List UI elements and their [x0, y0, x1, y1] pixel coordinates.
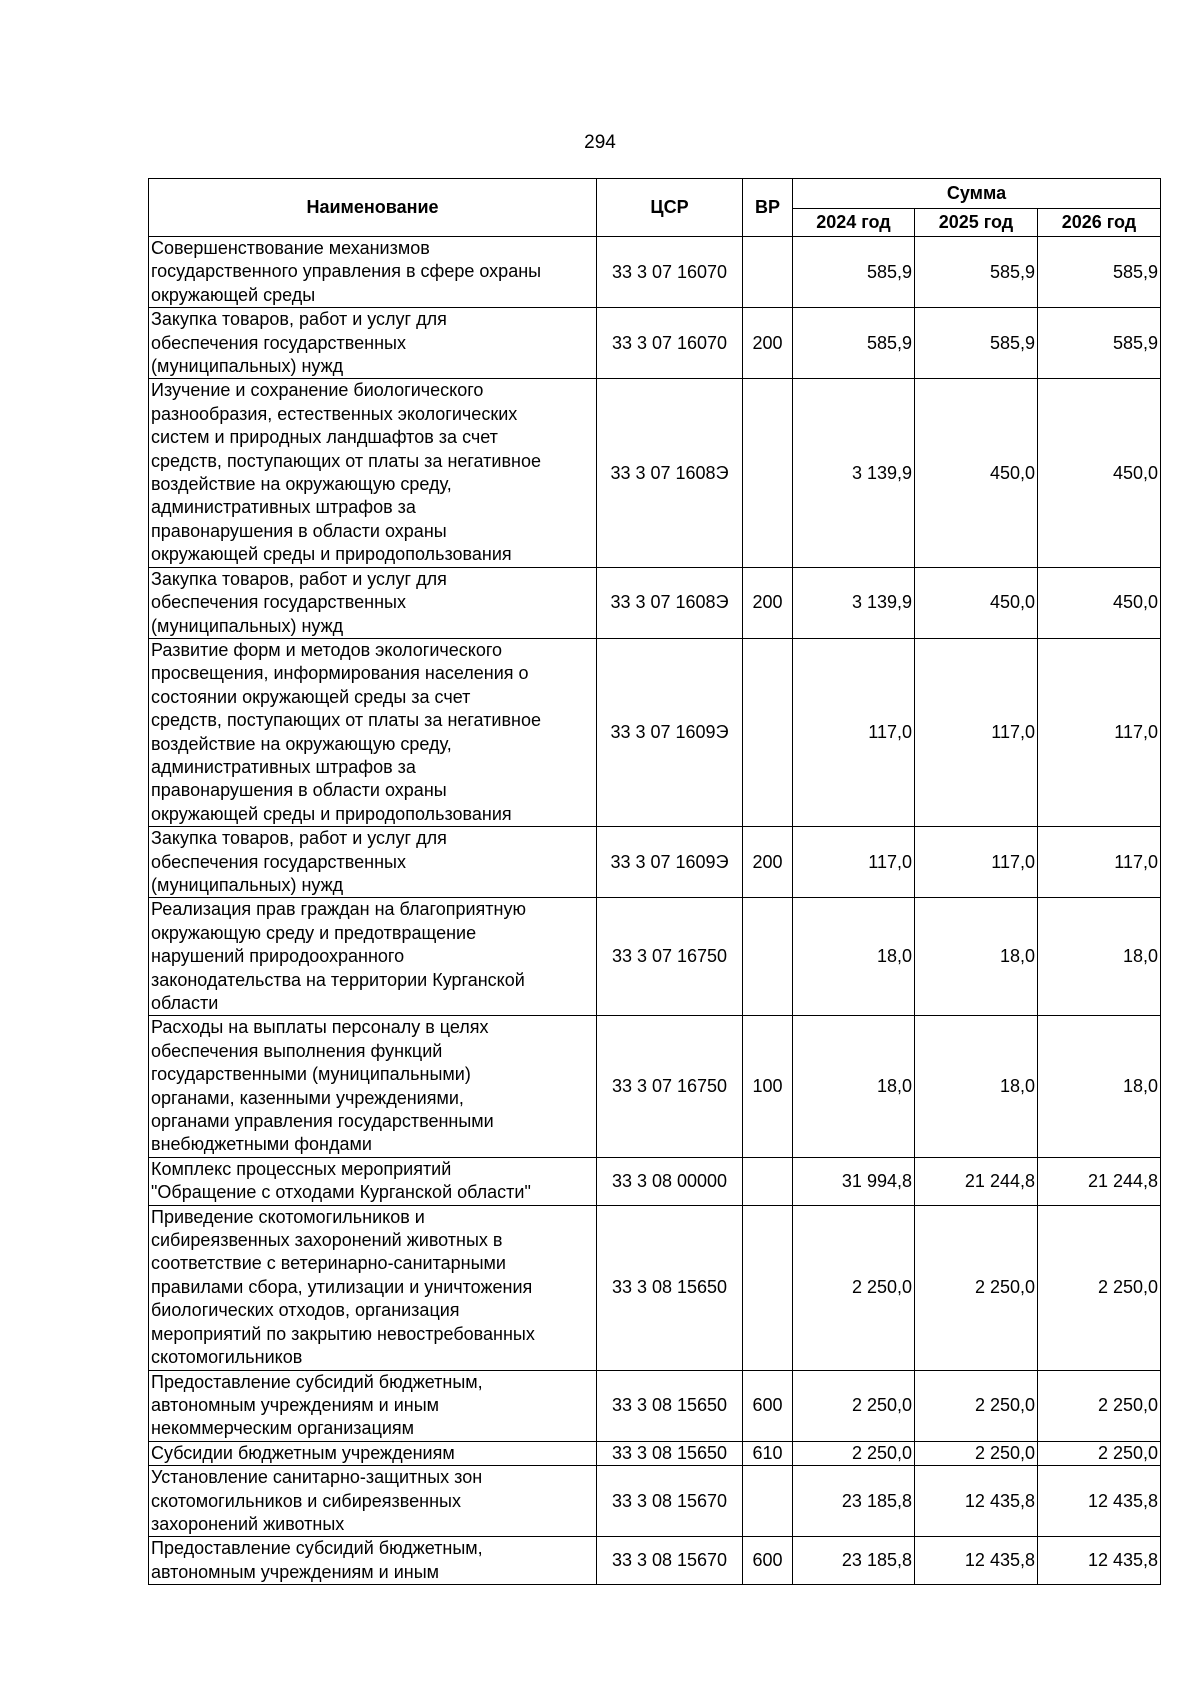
- table-row: [149, 308, 1161, 379]
- row-amount-2026: 450,0: [1038, 567, 1161, 638]
- row-name-line: "Обращение с отходами Курганской области": [151, 1182, 531, 1203]
- row-name-line: разнообразия, естественных экологических: [151, 403, 518, 424]
- row-amount-2024: 3 139,9: [793, 567, 915, 638]
- table-row: [149, 1370, 1161, 1441]
- row-amount-2024: 2 250,0: [793, 1370, 915, 1441]
- row-name-line: (муниципальных) нужд: [151, 615, 344, 636]
- table-row: [149, 379, 1161, 567]
- row-amount-2024: 585,9: [793, 237, 915, 308]
- row-amount-2026: 2 250,0: [1038, 1370, 1161, 1441]
- row-name-line: соответствие с ветеринарно-санитарными: [151, 1253, 506, 1274]
- row-name-line: Установление санитарно-защитных зон: [151, 1467, 483, 1488]
- row-name: [149, 237, 597, 308]
- table-row: [149, 638, 1161, 826]
- table-row: [149, 898, 1161, 1016]
- row-name-line: Комплекс процессных мероприятий: [151, 1158, 452, 1179]
- header-year-2024: 2024 год: [793, 209, 915, 237]
- row-name-line: органами, казенными учреждениями,: [151, 1087, 464, 1108]
- row-amount-2024: 3 139,9: [793, 379, 915, 567]
- row-name-line: обеспечения выполнения функций: [151, 1040, 443, 1061]
- row-name-line: административных штрафов за: [151, 497, 416, 518]
- row-name: [149, 308, 597, 379]
- row-amount-2026: 18,0: [1038, 898, 1161, 1016]
- row-amount-2026: 12 435,8: [1038, 1466, 1161, 1537]
- row-vr: [743, 1466, 793, 1537]
- row-name: [149, 1441, 597, 1465]
- row-amount-2025: 450,0: [915, 567, 1038, 638]
- row-name-line: окружающей среды и природопользования: [151, 803, 512, 824]
- row-vr: [743, 1157, 793, 1205]
- table-row: [149, 1537, 1161, 1585]
- row-amount-2025: 2 250,0: [915, 1205, 1038, 1370]
- header-sum: Сумма: [793, 179, 1161, 209]
- row-amount-2026: 450,0: [1038, 379, 1161, 567]
- row-csr: 33 3 08 15670: [597, 1466, 743, 1537]
- row-name-line: правонарушения в области охраны: [151, 780, 447, 801]
- table-header: [149, 179, 1161, 237]
- row-name-line: обеспечения государственных: [151, 851, 406, 872]
- row-amount-2024: 18,0: [793, 898, 915, 1016]
- row-name-line: систем и природных ландшафтов за счет: [151, 427, 498, 448]
- row-vr: 600: [743, 1370, 793, 1441]
- row-amount-2026: 12 435,8: [1038, 1537, 1161, 1585]
- row-name: [149, 898, 597, 1016]
- row-name-line: скотомогильников: [151, 1347, 303, 1368]
- row-name: [149, 1466, 597, 1537]
- row-name-line: Расходы на выплаты персоналу в целях: [151, 1017, 489, 1038]
- row-name-line: мероприятий по закрытию невостребованных: [151, 1323, 535, 1344]
- row-vr: [743, 379, 793, 567]
- row-vr: [743, 1205, 793, 1370]
- budget-table: [148, 178, 1161, 1585]
- row-name-line: Субсидии бюджетным учреждениям: [151, 1442, 455, 1463]
- row-amount-2026: 18,0: [1038, 1016, 1161, 1157]
- row-amount-2025: 21 244,8: [915, 1157, 1038, 1205]
- table-body: [149, 237, 1161, 1585]
- table-row: [149, 567, 1161, 638]
- row-name-line: правонарушения в области охраны: [151, 520, 447, 541]
- row-name-line: скотомогильников и сибиреязвенных: [151, 1490, 461, 1511]
- row-name-line: некоммерческим организациям: [151, 1418, 415, 1439]
- row-vr: [743, 237, 793, 308]
- row-name-line: воздействие на окружающую среду,: [151, 733, 452, 754]
- row-amount-2024: 2 250,0: [793, 1441, 915, 1465]
- row-name-line: окружающей среды: [151, 284, 316, 305]
- row-name-line: (муниципальных) нужд: [151, 874, 344, 895]
- row-name-line: Реализация прав граждан на благоприятную: [151, 899, 526, 920]
- row-csr: 33 3 07 1608Э: [597, 567, 743, 638]
- row-vr: [743, 898, 793, 1016]
- row-amount-2026: 2 250,0: [1038, 1205, 1161, 1370]
- header-name: Наименование: [149, 179, 597, 237]
- row-amount-2024: 18,0: [793, 1016, 915, 1157]
- row-name-line: Закупка товаров, работ и услуг для: [151, 828, 447, 849]
- row-name-line: автономным учреждениям и иным: [151, 1394, 440, 1415]
- row-name-line: Приведение скотомогильников и: [151, 1206, 425, 1227]
- row-name-line: захоронений животных: [151, 1513, 345, 1534]
- row-amount-2025: 2 250,0: [915, 1441, 1038, 1465]
- row-amount-2025: 2 250,0: [915, 1370, 1038, 1441]
- row-amount-2026: 585,9: [1038, 237, 1161, 308]
- row-amount-2025: 12 435,8: [915, 1537, 1038, 1585]
- row-name-line: внебюджетными фондами: [151, 1134, 372, 1155]
- row-csr: 33 3 07 16070: [597, 308, 743, 379]
- row-amount-2024: 585,9: [793, 308, 915, 379]
- row-name-line: Предоставление субсидий бюджетным,: [151, 1371, 483, 1392]
- header-vr: ВР: [743, 179, 793, 237]
- row-csr: 33 3 08 15650: [597, 1205, 743, 1370]
- row-vr: 200: [743, 827, 793, 898]
- table-row: [149, 827, 1161, 898]
- table-row: [149, 1016, 1161, 1157]
- row-amount-2025: 585,9: [915, 308, 1038, 379]
- row-name-line: законодательства на территории Курганской: [151, 969, 525, 990]
- row-csr: 33 3 07 16750: [597, 1016, 743, 1157]
- row-vr: [743, 638, 793, 826]
- row-name: [149, 567, 597, 638]
- row-vr: 200: [743, 308, 793, 379]
- row-amount-2025: 117,0: [915, 827, 1038, 898]
- row-csr: 33 3 07 16750: [597, 898, 743, 1016]
- row-vr: 610: [743, 1441, 793, 1465]
- row-name-line: окружающую среду и предотвращение: [151, 922, 477, 943]
- row-name-line: биологических отходов, организация: [151, 1300, 460, 1321]
- table-row: [149, 237, 1161, 308]
- row-name-line: обеспечения государственных: [151, 592, 406, 613]
- row-name-line: сибиреязвенных захоронений животных в: [151, 1230, 503, 1251]
- page-number: 294: [584, 132, 616, 153]
- row-csr: 33 3 08 00000: [597, 1157, 743, 1205]
- row-name-line: просвещения, информирования населения о: [151, 663, 529, 684]
- row-amount-2024: 23 185,8: [793, 1466, 915, 1537]
- row-csr: 33 3 08 15670: [597, 1537, 743, 1585]
- row-vr: 600: [743, 1537, 793, 1585]
- row-name-line: Изучение и сохранение биологического: [151, 380, 484, 401]
- row-csr: 33 3 07 1608Э: [597, 379, 743, 567]
- table-row: [149, 1441, 1161, 1465]
- row-name-line: средств, поступающих от платы за негативное: [151, 450, 541, 471]
- row-amount-2024: 31 994,8: [793, 1157, 915, 1205]
- row-csr: 33 3 07 1609Э: [597, 827, 743, 898]
- row-amount-2024: 23 185,8: [793, 1537, 915, 1585]
- row-name-line: государственного управления в сфере охраны: [151, 261, 542, 282]
- row-vr: 200: [743, 567, 793, 638]
- row-name: [149, 827, 597, 898]
- row-name-line: автономным учреждениям и иным: [151, 1561, 440, 1582]
- row-amount-2025: 18,0: [915, 898, 1038, 1016]
- row-name-line: государственными (муниципальными): [151, 1064, 471, 1085]
- row-name-line: окружающей среды и природопользования: [151, 544, 512, 565]
- header-year-2025: 2025 год: [915, 209, 1038, 237]
- table-row: [149, 1205, 1161, 1370]
- row-name-line: нарушений природоохранного: [151, 946, 405, 967]
- row-amount-2024: 2 250,0: [793, 1205, 915, 1370]
- row-name: [149, 638, 597, 826]
- table-row: [149, 1157, 1161, 1205]
- row-name: [149, 1537, 597, 1585]
- row-name-line: (муниципальных) нужд: [151, 356, 344, 377]
- row-name-line: административных штрафов за: [151, 756, 416, 777]
- row-amount-2026: 21 244,8: [1038, 1157, 1161, 1205]
- row-vr: 100: [743, 1016, 793, 1157]
- header-year-2026: 2026 год: [1038, 209, 1161, 237]
- row-name-line: состоянии окружающей среды за счет: [151, 686, 471, 707]
- row-amount-2025: 450,0: [915, 379, 1038, 567]
- row-name: [149, 1205, 597, 1370]
- row-name: [149, 1370, 597, 1441]
- row-name-line: Закупка товаров, работ и услуг для: [151, 568, 447, 589]
- row-amount-2026: 585,9: [1038, 308, 1161, 379]
- row-amount-2025: 585,9: [915, 237, 1038, 308]
- row-amount-2026: 2 250,0: [1038, 1441, 1161, 1465]
- row-name-line: Предоставление субсидий бюджетным,: [151, 1538, 483, 1559]
- row-amount-2025: 18,0: [915, 1016, 1038, 1157]
- row-name: [149, 1157, 597, 1205]
- row-name: [149, 379, 597, 567]
- row-csr: 33 3 08 15650: [597, 1441, 743, 1465]
- row-name-line: Закупка товаров, работ и услуг для: [151, 309, 447, 330]
- row-name-line: правилами сбора, утилизации и уничтожения: [151, 1276, 533, 1297]
- row-name-line: области: [151, 993, 219, 1013]
- row-csr: 33 3 07 1609Э: [597, 638, 743, 826]
- row-amount-2025: 12 435,8: [915, 1466, 1038, 1537]
- row-amount-2026: 117,0: [1038, 827, 1161, 898]
- row-amount-2025: 117,0: [915, 638, 1038, 826]
- header-csr: ЦСР: [597, 179, 743, 237]
- row-name-line: Совершенствование механизмов: [151, 238, 430, 258]
- row-name-line: обеспечения государственных: [151, 332, 406, 353]
- row-name-line: средств, поступающих от платы за негативное: [151, 710, 541, 731]
- row-name-line: Развитие форм и методов экологического: [151, 639, 503, 660]
- row-name-line: органами управления государственными: [151, 1111, 494, 1132]
- row-csr: 33 3 08 15650: [597, 1370, 743, 1441]
- table-row: [149, 1466, 1161, 1537]
- row-amount-2024: 117,0: [793, 827, 915, 898]
- row-name-line: воздействие на окружающую среду,: [151, 474, 452, 495]
- row-csr: 33 3 07 16070: [597, 237, 743, 308]
- row-amount-2026: 117,0: [1038, 638, 1161, 826]
- row-name: [149, 1016, 597, 1157]
- row-amount-2024: 117,0: [793, 638, 915, 826]
